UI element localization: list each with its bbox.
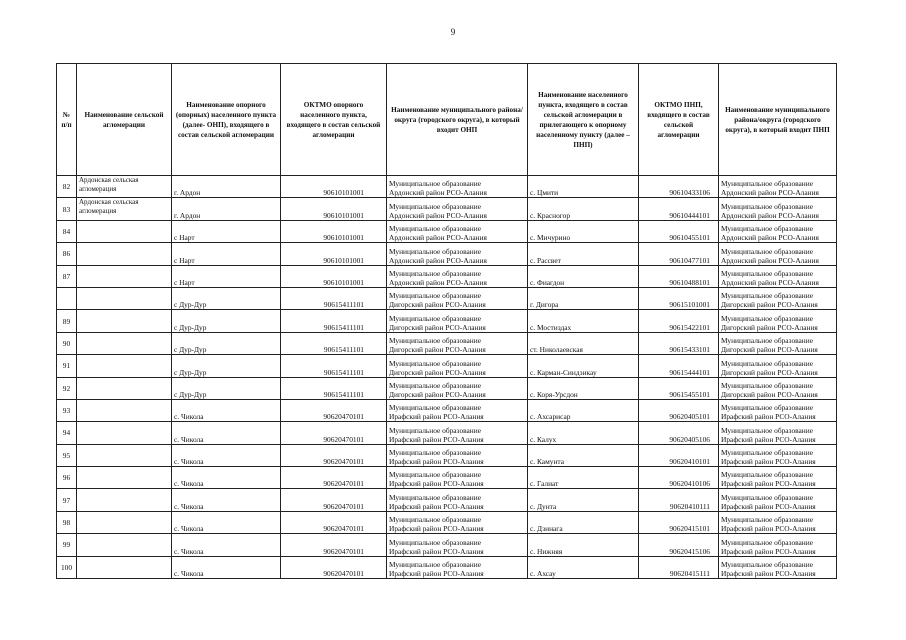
pnp-municipality-line: Муниципальное образование [721, 403, 813, 413]
onp-name: с. Чикола [172, 511, 281, 533]
onp-oktmo: 90620470101 [281, 399, 387, 421]
pnp-municipality-line: Ардонский район РСО-Алания [721, 188, 819, 198]
row-number: 95 [57, 444, 77, 466]
table-row [57, 198, 837, 220]
onp-municipality-line: Муниципальное образование [389, 537, 481, 547]
onp-name: с. Чикола [172, 534, 281, 556]
agglomeration-name [77, 489, 172, 511]
row-number: 92 [57, 377, 77, 399]
pnp-municipality [719, 467, 837, 489]
table-row [57, 444, 837, 466]
onp-name: с Дур-Дур [172, 377, 281, 399]
onp-municipality [387, 310, 528, 332]
onp-oktmo: 90610101001 [281, 265, 387, 287]
row-number: 83 [57, 198, 77, 220]
onp-name: с. Чикола [172, 489, 281, 511]
pnp-municipality-line: Ардонский район РСО-Алания [721, 255, 819, 265]
pnp-municipality [719, 556, 837, 578]
pnp-name: с. Галиат [528, 467, 639, 489]
onp-municipality-line: Ардонский район РСО-Алания [389, 233, 487, 243]
table-row [57, 422, 837, 444]
agglomeration-name [77, 534, 172, 556]
row-number: 96 [57, 467, 77, 489]
onp-municipality-line: Муниципальное образование [389, 380, 481, 390]
pnp-name: ст. Николаевская [528, 332, 639, 354]
pnp-oktmo: 90615433101 [639, 332, 719, 354]
pnp-name: с. Красногор [528, 198, 639, 220]
pnp-oktmo: 90620415111 [639, 556, 719, 578]
pnp-oktmo: 90620405106 [639, 422, 719, 444]
pnp-municipality-line: Муниципальное образование [721, 313, 813, 323]
onp-municipality-line: Ирафский район РСО-Алания [389, 524, 484, 534]
onp-municipality [387, 511, 528, 533]
pnp-municipality-line: Муниципальное образование [721, 425, 813, 435]
pnp-municipality [719, 176, 837, 198]
table-row [57, 556, 837, 578]
pnp-oktmo: 90610488101 [639, 265, 719, 287]
agglomeration-name [77, 556, 172, 578]
row-number: 98 [57, 511, 77, 533]
pnp-oktmo: 90620405101 [639, 399, 719, 421]
pnp-municipality-line: Ирафский район РСО-Алания [721, 569, 816, 579]
onp-municipality [387, 444, 528, 466]
pnp-name: с. Ахсарисар [528, 399, 639, 421]
agglomeration-name [77, 220, 172, 242]
onp-oktmo: 90615411101 [281, 355, 387, 377]
table-row [57, 534, 837, 556]
onp-oktmo: 90615411101 [281, 287, 387, 309]
pnp-municipality-line: Дигорский район РСО-Алания [721, 367, 818, 377]
header-agglomeration: Наименование сельской агломерации [77, 64, 172, 176]
onp-municipality-line: Муниципальное образование [389, 313, 481, 323]
onp-municipality [387, 198, 528, 220]
pnp-municipality [719, 287, 837, 309]
pnp-oktmo: 90610477101 [639, 243, 719, 265]
table-row [57, 243, 837, 265]
pnp-oktmo: 90620410106 [639, 467, 719, 489]
agglomeration-name [77, 332, 172, 354]
row-number: 93 [57, 399, 77, 421]
pnp-municipality-line: Муниципальное образование [721, 358, 813, 368]
onp-oktmo: 90620470101 [281, 489, 387, 511]
pnp-name: с. Мостиздах [528, 310, 639, 332]
agglomeration-name: Ардонская сельская агломерация [77, 198, 172, 220]
onp-municipality-line: Ардонский район РСО-Алания [389, 255, 487, 265]
onp-municipality-line: Муниципальное образование [389, 246, 481, 256]
onp-name: с Дур-Дур [172, 310, 281, 332]
onp-municipality-line: Муниципальное образование [389, 336, 481, 346]
onp-name: с Дур-Дур [172, 332, 281, 354]
row-number: 87 [57, 265, 77, 287]
pnp-municipality-line: Дигорский район РСО-Алания [721, 389, 818, 399]
onp-name: с Дур-Дур [172, 355, 281, 377]
pnp-municipality [719, 489, 837, 511]
onp-name: с. Чикола [172, 467, 281, 489]
onp-municipality-line: Ирафский район РСО-Алания [389, 412, 484, 422]
pnp-name: с. Карман-Синдзикау [528, 355, 639, 377]
header-number: № п/п [57, 64, 77, 176]
pnp-oktmo: 90620415106 [639, 534, 719, 556]
pnp-oktmo: 90610433106 [639, 176, 719, 198]
onp-oktmo: 90615411101 [281, 332, 387, 354]
pnp-municipality-line: Муниципальное образование [721, 560, 813, 570]
pnp-oktmo: 90620415101 [639, 511, 719, 533]
pnp-municipality-line: Муниципальное образование [721, 537, 813, 547]
pnp-municipality-line: Муниципальное образование [721, 268, 813, 278]
pnp-municipality-line: Ардонский район РСО-Алания [721, 277, 819, 287]
table-row [57, 332, 837, 354]
agglomeration-name [77, 444, 172, 466]
pnp-municipality-line: Ардонский район РСО-Алания [721, 210, 819, 220]
page-number: 9 [450, 27, 456, 37]
onp-municipality-line: Муниципальное образование [389, 470, 481, 480]
pnp-municipality-line: Муниципальное образование [721, 201, 813, 211]
pnp-municipality-line: Муниципальное образование [721, 179, 813, 189]
onp-municipality-line: Муниципальное образование [389, 425, 481, 435]
table-row [57, 489, 837, 511]
table-row [57, 511, 837, 533]
agglomeration-name [77, 511, 172, 533]
onp-municipality [387, 534, 528, 556]
onp-municipality [387, 489, 528, 511]
pnp-name: с. Камунта [528, 444, 639, 466]
onp-municipality-line: Ирафский район РСО-Алания [389, 434, 484, 444]
table-row [57, 399, 837, 421]
onp-municipality-line: Ирафский район РСО-Алания [389, 546, 484, 556]
onp-oktmo: 90620470101 [281, 534, 387, 556]
table-row [57, 310, 837, 332]
pnp-municipality [719, 310, 837, 332]
onp-municipality-line: Муниципальное образование [389, 515, 481, 525]
pnp-municipality-line: Муниципальное образование [721, 492, 813, 502]
onp-municipality-line: Муниципальное образование [389, 403, 481, 413]
onp-oktmo: 90620470101 [281, 444, 387, 466]
pnp-name: г. Дигора [528, 287, 639, 309]
onp-municipality-line: Муниципальное образование [389, 291, 481, 301]
onp-municipality-line: Муниципальное образование [389, 179, 481, 189]
row-number: 94 [57, 422, 77, 444]
row-number: 89 [57, 310, 77, 332]
pnp-oktmo: 90615101001 [639, 287, 719, 309]
onp-municipality [387, 377, 528, 399]
pnp-municipality-line: Ирафский район РСО-Алания [721, 434, 816, 444]
onp-name: с Нарт [172, 220, 281, 242]
onp-municipality [387, 287, 528, 309]
row-number: 90 [57, 332, 77, 354]
agglomeration-name [77, 355, 172, 377]
pnp-municipality-line: Ирафский район РСО-Алания [721, 457, 816, 467]
onp-municipality-line: Дигорский район РСО-Алания [389, 322, 486, 332]
pnp-municipality [719, 444, 837, 466]
header-pnp: Наименование населенного пункта, входящего в состав сельской агломерации в прилегающего к опорному населенному пункту (далее – ПНП) [528, 64, 639, 176]
onp-municipality-line: Дигорский район РСО-Алания [389, 300, 486, 310]
pnp-oktmo: 90610455101 [639, 220, 719, 242]
pnp-name: с. Коря-Урсдон [528, 377, 639, 399]
pnp-municipality [719, 422, 837, 444]
table-row [57, 287, 837, 309]
pnp-municipality [719, 377, 837, 399]
row-number: 86 [57, 243, 77, 265]
pnp-municipality [719, 332, 837, 354]
pnp-name: с. Ахсау [528, 556, 639, 578]
row-number: 100 [57, 556, 77, 578]
onp-municipality [387, 422, 528, 444]
onp-name: с. Чикола [172, 556, 281, 578]
agglomeration-name [77, 422, 172, 444]
pnp-municipality-line: Муниципальное образование [721, 470, 813, 480]
pnp-municipality [719, 355, 837, 377]
pnp-name: с. Фиагдон [528, 265, 639, 287]
pnp-name: с. Дунта [528, 489, 639, 511]
agglomeration-name [77, 287, 172, 309]
onp-municipality-line: Муниципальное образование [389, 448, 481, 458]
onp-name: г. Ардон [172, 176, 281, 198]
pnp-name: с. Цмити [528, 176, 639, 198]
onp-name: с Дур-Дур [172, 287, 281, 309]
pnp-municipality [719, 243, 837, 265]
agglomeration-name: Ардонская сельская агломерация [77, 176, 172, 198]
onp-oktmo: 90615411101 [281, 310, 387, 332]
onp-name: г. Ардон [172, 198, 281, 220]
onp-municipality [387, 467, 528, 489]
row-number [57, 287, 77, 309]
pnp-municipality-line: Ирафский район РСО-Алания [721, 524, 816, 534]
onp-municipality [387, 556, 528, 578]
row-number: 99 [57, 534, 77, 556]
pnp-oktmo: 90615455101 [639, 377, 719, 399]
agglomeration-name [77, 243, 172, 265]
pnp-municipality-line: Муниципальное образование [721, 246, 813, 256]
pnp-name: с. Рассвет [528, 243, 639, 265]
header-onp-municipality: Наименование муниципального района/округа (городского округа), в который входит ОНП [387, 64, 528, 176]
pnp-municipality [719, 399, 837, 421]
pnp-municipality-line: Муниципальное образование [721, 448, 813, 458]
pnp-oktmo: 90620410101 [639, 444, 719, 466]
row-number: 97 [57, 489, 77, 511]
header-onp: Наименование опорного (опорных) населенного пункта (далее- ОНП), входящего в состав сельской агломерации [172, 64, 281, 176]
table-row [57, 176, 837, 198]
onp-name: с. Чикола [172, 422, 281, 444]
onp-municipality [387, 399, 528, 421]
pnp-municipality-line: Дигорский район РСО-Алания [721, 345, 818, 355]
pnp-municipality [719, 220, 837, 242]
table-row [57, 377, 837, 399]
agglomeration-name [77, 399, 172, 421]
onp-municipality-line: Ардонский район РСО-Алания [389, 277, 487, 287]
onp-oktmo: 90620470101 [281, 556, 387, 578]
pnp-name: с. Мичурино [528, 220, 639, 242]
pnp-municipality-line: Ардонский район РСО-Алания [721, 233, 819, 243]
agglomeration-table [56, 63, 837, 579]
onp-municipality [387, 243, 528, 265]
onp-name: с Нарт [172, 265, 281, 287]
onp-municipality-line: Ирафский район РСО-Алания [389, 479, 484, 489]
onp-oktmo: 90620470101 [281, 422, 387, 444]
onp-municipality-line: Муниципальное образование [389, 268, 481, 278]
onp-municipality [387, 332, 528, 354]
onp-municipality-line: Дигорский район РСО-Алания [389, 389, 486, 399]
table-row [57, 467, 837, 489]
onp-municipality-line: Ирафский район РСО-Алания [389, 501, 484, 511]
onp-oktmo: 90620470101 [281, 467, 387, 489]
onp-municipality [387, 355, 528, 377]
pnp-municipality-line: Муниципальное образование [721, 515, 813, 525]
onp-municipality-line: Муниципальное образование [389, 358, 481, 368]
onp-oktmo: 90610101001 [281, 198, 387, 220]
agglomeration-name [77, 310, 172, 332]
row-number: 84 [57, 220, 77, 242]
onp-name: с. Чикола [172, 399, 281, 421]
pnp-oktmo: 90620410111 [639, 489, 719, 511]
pnp-oktmo: 90610444101 [639, 198, 719, 220]
onp-name: с. Чикола [172, 444, 281, 466]
pnp-oktmo: 90615444101 [639, 355, 719, 377]
pnp-municipality-line: Муниципальное образование [721, 336, 813, 346]
table-header-row [57, 64, 837, 176]
row-number: 91 [57, 355, 77, 377]
onp-oktmo: 90610101001 [281, 243, 387, 265]
table-row [57, 265, 837, 287]
pnp-municipality-line: Ирафский район РСО-Алания [721, 546, 816, 556]
onp-oktmo: 90620470101 [281, 511, 387, 533]
pnp-municipality-line: Ирафский район РСО-Алания [721, 501, 816, 511]
pnp-municipality [719, 511, 837, 533]
header-onp-oktmo: ОКТМО опорного населенного пункта, входящего в состав сельской агломерации [281, 64, 387, 176]
onp-municipality-line: Муниципальное образование [389, 560, 481, 570]
agglomeration-name [77, 377, 172, 399]
onp-municipality [387, 265, 528, 287]
onp-oktmo: 90610101001 [281, 220, 387, 242]
onp-municipality-line: Ирафский район РСО-Алания [389, 457, 484, 467]
pnp-name: с. Дзинага [528, 511, 639, 533]
pnp-municipality-line: Ирафский район РСО-Алания [721, 479, 816, 489]
onp-municipality-line: Муниципальное образование [389, 492, 481, 502]
onp-municipality-line: Ардонский район РСО-Алания [389, 188, 487, 198]
onp-municipality-line: Дигорский район РСО-Алания [389, 345, 486, 355]
pnp-name: с. Нижняя [528, 534, 639, 556]
onp-oktmo: 90610101001 [281, 176, 387, 198]
pnp-municipality [719, 198, 837, 220]
onp-municipality-line: Ирафский район РСО-Алания [389, 569, 484, 579]
pnp-municipality-line: Муниципальное образование [721, 380, 813, 390]
onp-municipality-line: Ардонский район РСО-Алания [389, 210, 487, 220]
pnp-name: с. Калух [528, 422, 639, 444]
table-row [57, 220, 837, 242]
onp-municipality [387, 220, 528, 242]
onp-municipality-line: Муниципальное образование [389, 224, 481, 234]
table-body [57, 176, 837, 579]
pnp-municipality-line: Дигорский район РСО-Алания [721, 322, 818, 332]
pnp-municipality-line: Ирафский район РСО-Алания [721, 412, 816, 422]
onp-municipality-line: Дигорский район РСО-Алания [389, 367, 486, 377]
row-number: 82 [57, 176, 77, 198]
pnp-municipality [719, 534, 837, 556]
agglomeration-name [77, 467, 172, 489]
header-pnp-oktmo: ОКТМО ПНП, входящего в состав сельской агломерации [639, 64, 719, 176]
agglomeration-name [77, 265, 172, 287]
header-pnp-municipality: Наименование муниципального района/округа (городского округа), в который входит ПНП [719, 64, 837, 176]
pnp-municipality [719, 265, 837, 287]
table-row [57, 355, 837, 377]
onp-municipality [387, 176, 528, 198]
onp-municipality-line: Муниципальное образование [389, 201, 481, 211]
pnp-oktmo: 90615422101 [639, 310, 719, 332]
onp-name: с Нарт [172, 243, 281, 265]
onp-oktmo: 90615411101 [281, 377, 387, 399]
pnp-municipality-line: Дигорский район РСО-Алания [721, 300, 818, 310]
pnp-municipality-line: Муниципальное образование [721, 291, 813, 301]
pnp-municipality-line: Муниципальное образование [721, 224, 813, 234]
